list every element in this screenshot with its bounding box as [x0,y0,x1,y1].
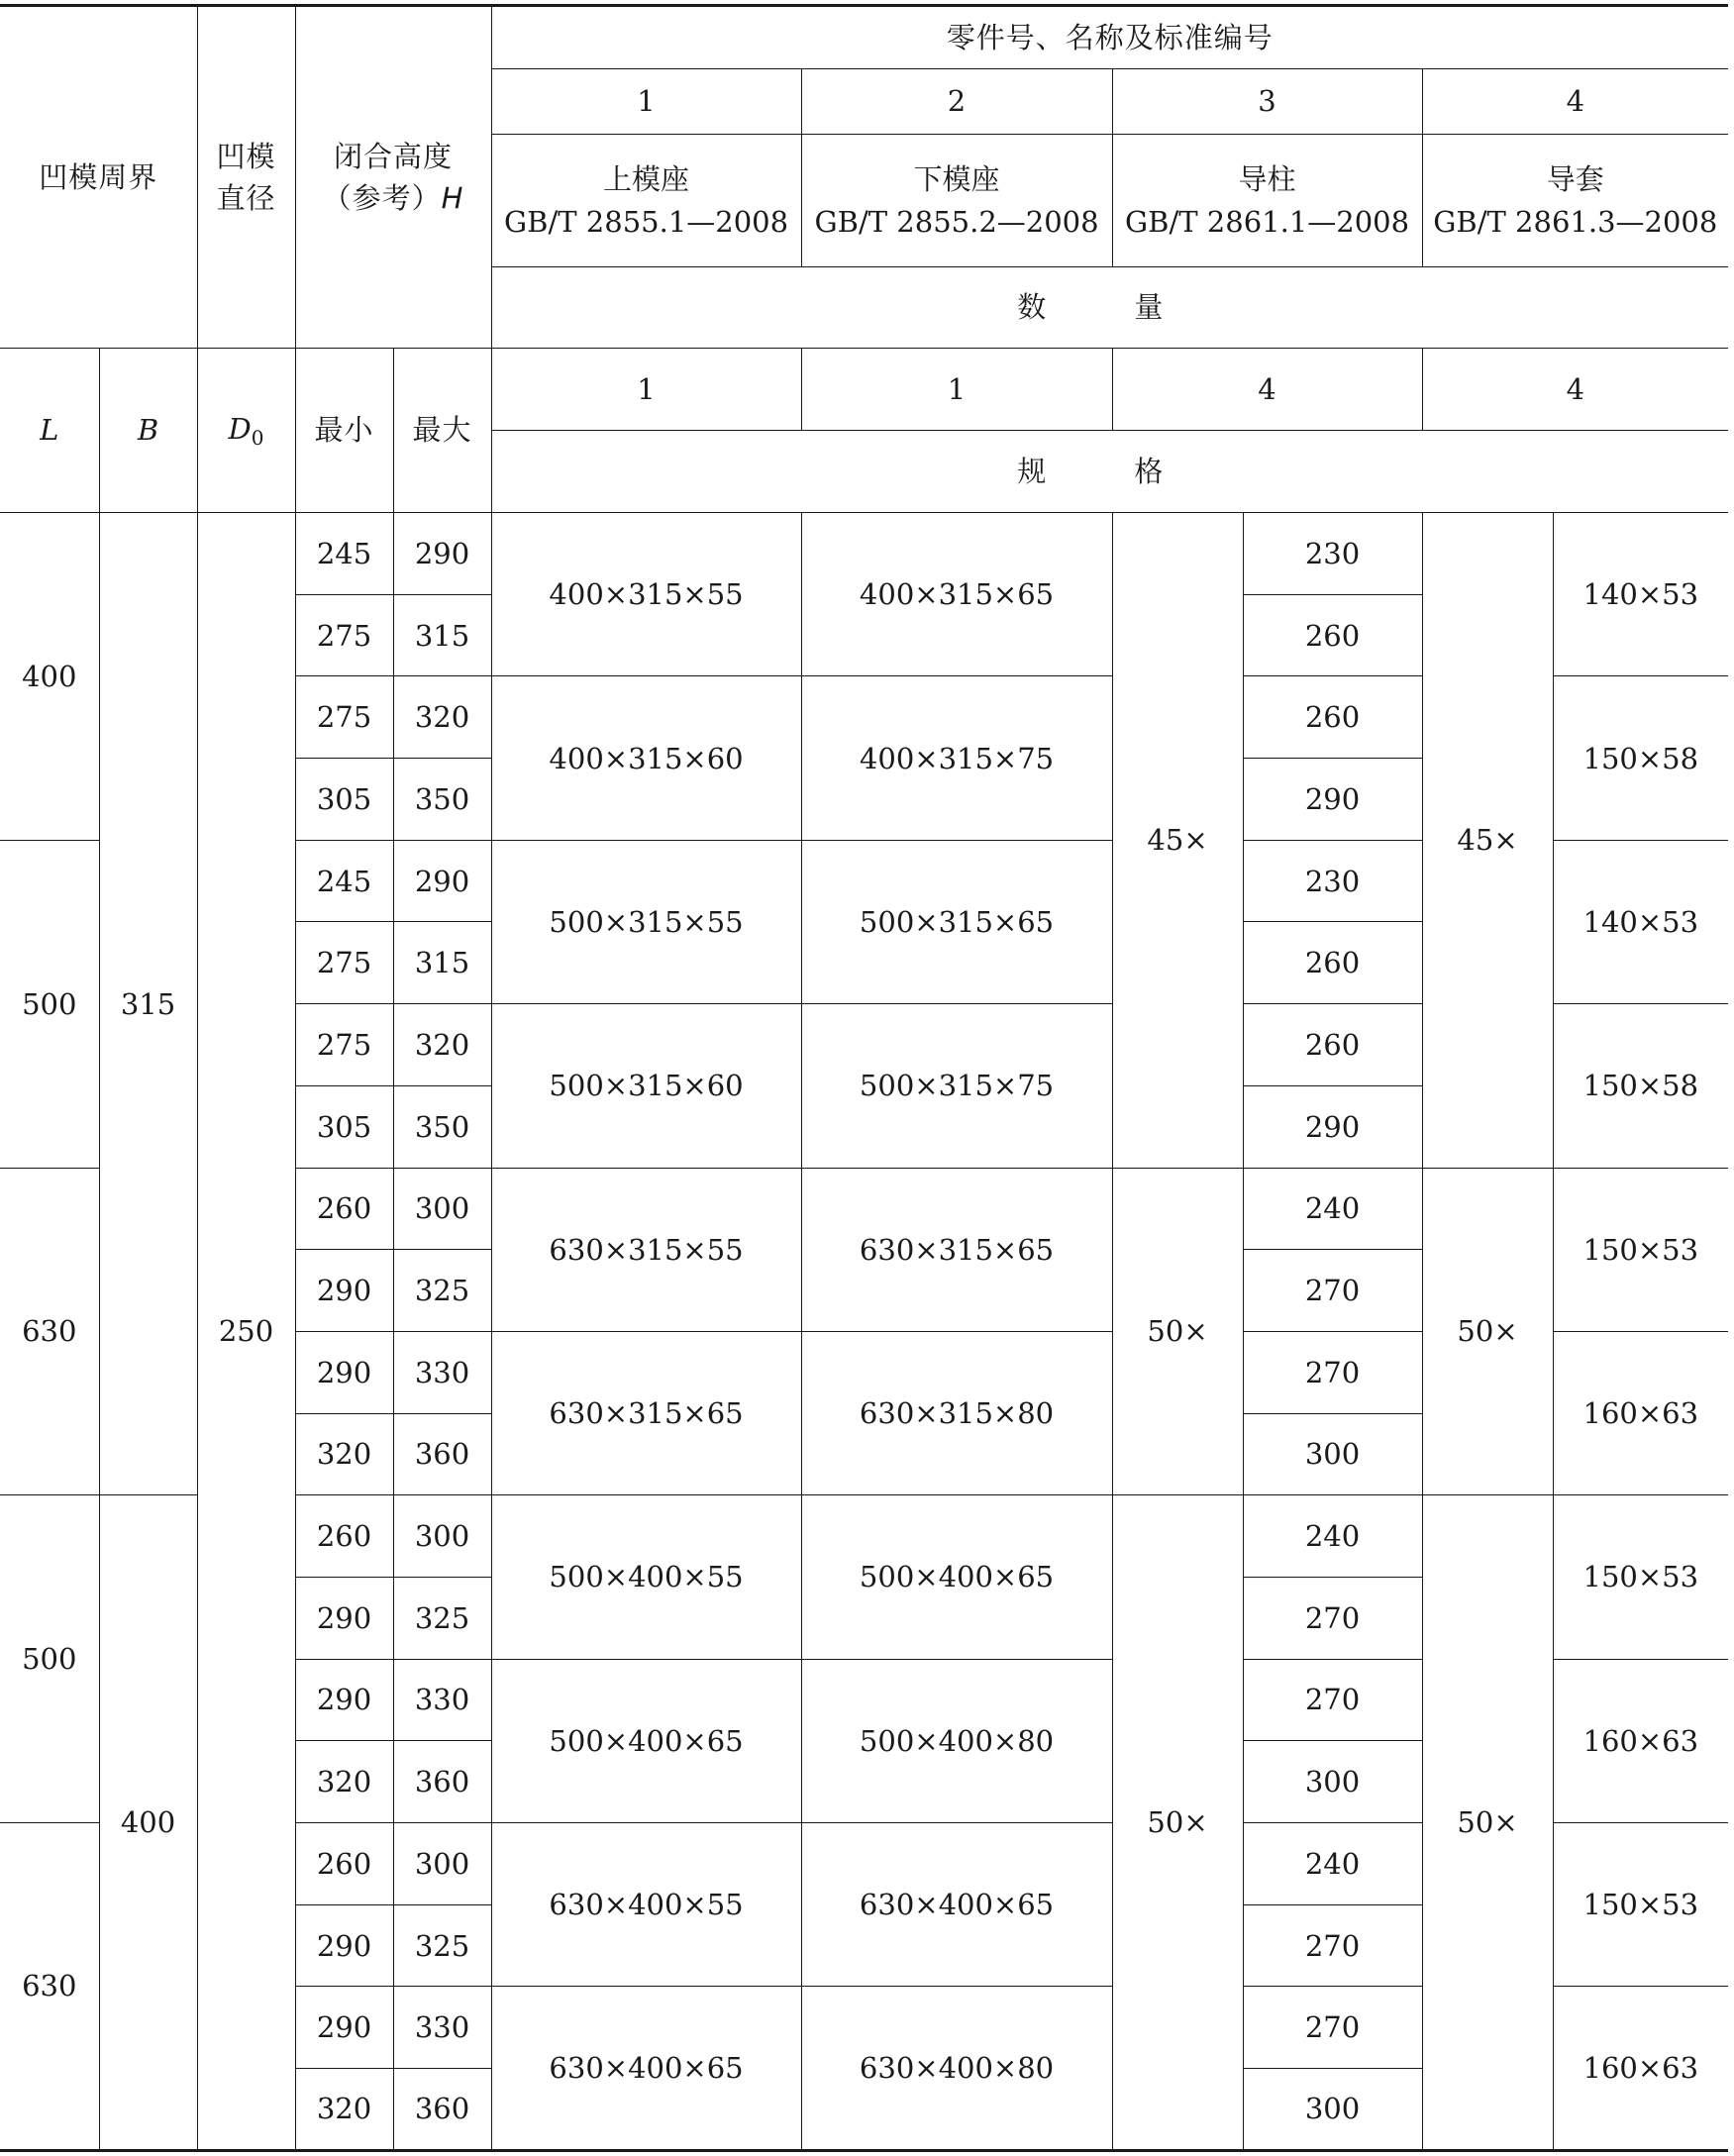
closed-height-header [295,6,491,349]
quantity-4: 4 [1422,349,1728,431]
upper-base-spec: 500×400×55 [491,1495,801,1659]
height-max: 300 [393,1168,491,1250]
height-max: 315 [393,594,491,676]
lower-base-spec: 630×400×80 [801,1987,1112,2150]
guide-bush-spec: 150×58 [1553,676,1728,840]
closed-height-header-line1: 闭合高度 [334,139,454,173]
L-value: 500 [0,840,99,1168]
height-min: 275 [295,676,393,759]
height-max: 300 [393,1823,491,1905]
height-min: 290 [295,1250,393,1332]
height-min: 290 [295,1987,393,2069]
guide-pillar-len: 290 [1243,759,1422,841]
L-value: 630 [0,1168,99,1495]
height-min: 320 [295,1741,393,1823]
col-D-subscript: 0 [251,426,264,450]
guide-pillar-len: 240 [1243,1823,1422,1905]
guide-bush-spec: 160×63 [1553,1987,1728,2150]
height-min: 245 [295,513,393,595]
height-min: 275 [295,922,393,1004]
die-perimeter-header: 凹模周界 [0,6,197,349]
guide-bush-spec: 150×53 [1553,1823,1728,1987]
guide-pillar-len: 270 [1243,1250,1422,1332]
guide-bush-dia: 45× [1422,513,1553,1169]
part-name-3 [1112,135,1422,267]
guide-pillar-len: 300 [1243,1741,1422,1823]
lower-base-spec: 500×400×80 [801,1659,1112,1822]
height-min: 275 [295,594,393,676]
B-value: 400 [99,1495,197,2151]
D0-value: 250 [197,513,295,2151]
height-max: 300 [393,1495,491,1578]
guide-pillar-len: 260 [1243,594,1422,676]
upper-base-spec: 630×315×55 [491,1168,801,1331]
part-no-4: 4 [1422,69,1728,135]
guide-bush-spec: 150×53 [1553,1168,1728,1331]
part-standard: GB/T 2861.3—2008 [1433,204,1718,239]
lower-base-spec: 400×315×75 [801,676,1112,840]
height-min: 290 [295,1331,393,1413]
part-name-4 [1422,135,1728,267]
height-max: 320 [393,1004,491,1086]
upper-base-spec: 500×315×60 [491,1004,801,1168]
lower-base-spec: 630×315×65 [801,1168,1112,1331]
L-value: 500 [0,1495,99,1823]
col-D-symbol: D [228,412,252,446]
closed-height-header-line2: （参考） [322,181,442,215]
col-min-header: 最小 [295,349,393,513]
guide-pillar-dia: 50× [1112,1168,1243,1495]
part-standard: GB/T 2855.2—2008 [814,204,1099,239]
guide-pillar-len: 300 [1243,2069,1422,2151]
height-max: 325 [393,1250,491,1332]
closed-height-symbol: H [441,181,464,215]
upper-base-spec: 400×315×60 [491,676,801,840]
quantity-header: 数 量 [491,267,1728,349]
L-value: 400 [0,513,99,841]
upper-base-spec: 630×400×65 [491,1987,801,2150]
guide-bush-dia: 50× [1422,1495,1553,2151]
height-min: 320 [295,1413,393,1495]
col-max-header: 最大 [393,349,491,513]
part-standard: GB/T 2861.1—2008 [1124,204,1410,239]
height-max: 360 [393,1741,491,1823]
height-max: 290 [393,840,491,922]
height-min: 305 [295,1085,393,1168]
height-max: 330 [393,1331,491,1413]
guide-pillar-len: 270 [1243,1659,1422,1741]
part-name-text: 上模座 [603,162,690,197]
guide-bush-spec: 150×58 [1553,1004,1728,1168]
part-name-text: 导套 [1546,162,1604,197]
B-value: 315 [99,513,197,1495]
guide-pillar-dia: 50× [1112,1495,1243,2151]
guide-pillar-len: 270 [1243,1904,1422,1987]
part-standard: GB/T 2855.1—2008 [503,204,789,239]
guide-pillar-len: 240 [1243,1168,1422,1250]
guide-pillar-len: 290 [1243,1085,1422,1168]
height-max: 350 [393,1085,491,1168]
quantity-3: 4 [1112,349,1422,431]
height-max: 290 [393,513,491,595]
height-min: 245 [295,840,393,922]
lower-base-spec: 500×400×65 [801,1495,1112,1659]
spec-header: 规 格 [491,431,1728,513]
die-diameter-header-line2: 直径 [216,181,276,215]
guide-pillar-len: 270 [1243,1987,1422,2069]
upper-base-spec: 500×315×55 [491,840,801,1003]
part-name-text: 下模座 [913,162,1000,197]
upper-base-spec: 400×315×55 [491,513,801,676]
guide-pillar-len: 230 [1243,513,1422,595]
height-min: 290 [295,1904,393,1987]
height-max: 315 [393,922,491,1004]
lower-base-spec: 630×315×80 [801,1331,1112,1494]
col-B-header: B [99,349,197,513]
die-set-spec-table [0,4,1728,2152]
L-value: 630 [0,1823,99,2151]
part-name-1 [491,135,801,267]
height-min: 305 [295,759,393,841]
height-max: 360 [393,1413,491,1495]
guide-pillar-len: 270 [1243,1331,1422,1413]
guide-bush-spec: 140×53 [1553,840,1728,1003]
height-min: 275 [295,1004,393,1086]
lower-base-spec: 500×315×65 [801,840,1112,1003]
guide-bush-dia: 50× [1422,1168,1553,1495]
part-no-3: 3 [1112,69,1422,135]
guide-bush-spec: 140×53 [1553,513,1728,676]
col-D0-header [197,349,295,513]
upper-base-spec: 630×400×55 [491,1823,801,1987]
height-max: 320 [393,676,491,759]
height-max: 325 [393,1577,491,1659]
col-L-header: L [0,349,99,513]
height-min: 260 [295,1823,393,1905]
height-max: 330 [393,1659,491,1741]
part-no-1: 1 [491,69,801,135]
height-max: 350 [393,759,491,841]
height-min: 290 [295,1659,393,1741]
quantity-1: 1 [491,349,801,431]
die-diameter-header-line1: 凹模 [216,139,276,173]
quantity-2: 1 [801,349,1112,431]
guide-pillar-len: 260 [1243,922,1422,1004]
guide-bush-spec: 160×63 [1553,1659,1728,1822]
lower-base-spec: 400×315×65 [801,513,1112,676]
guide-bush-spec: 160×63 [1553,1331,1728,1494]
guide-pillar-len: 230 [1243,840,1422,922]
guide-bush-spec: 150×53 [1553,1495,1728,1659]
guide-pillar-len: 260 [1243,1004,1422,1086]
guide-pillar-len: 270 [1243,1577,1422,1659]
die-diameter-header [197,6,295,349]
lower-base-spec: 500×315×75 [801,1004,1112,1168]
part-no-2: 2 [801,69,1112,135]
height-min: 290 [295,1577,393,1659]
part-name-2 [801,135,1112,267]
guide-pillar-len: 300 [1243,1413,1422,1495]
height-min: 260 [295,1168,393,1250]
parts-title-header: 零件号、名称及标准编号 [491,6,1728,69]
guide-pillar-dia: 45× [1112,513,1243,1169]
lower-base-spec: 630×400×65 [801,1823,1112,1987]
height-max: 330 [393,1987,491,2069]
part-name-text: 导柱 [1238,162,1296,197]
height-min: 320 [295,2069,393,2151]
guide-pillar-len: 240 [1243,1495,1422,1578]
height-max: 325 [393,1904,491,1987]
upper-base-spec: 630×315×65 [491,1331,801,1494]
upper-base-spec: 500×400×65 [491,1659,801,1822]
table-row [0,513,1728,595]
height-min: 260 [295,1495,393,1578]
height-max: 360 [393,2069,491,2151]
guide-pillar-len: 260 [1243,676,1422,759]
